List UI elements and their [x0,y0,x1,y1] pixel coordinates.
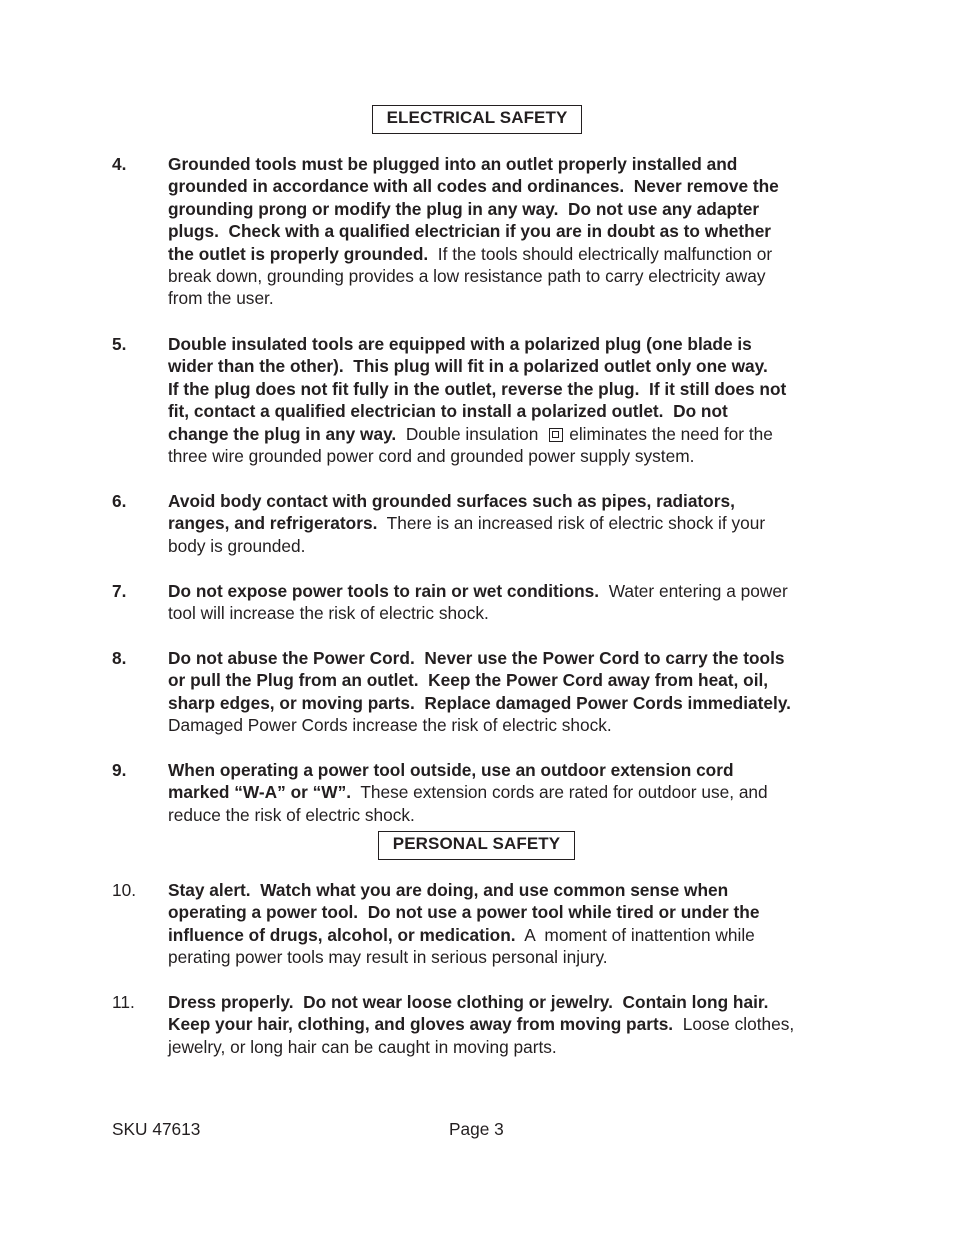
item-number: 4. [112,154,127,174]
double-insulation-icon [549,428,563,442]
normal-text: eliminates the need for the [569,423,773,444]
item-number: 11. [112,992,135,1012]
text-line [168,781,852,803]
item-number: 5. [112,334,127,354]
normal-text: Water entering a power [599,581,788,601]
normal-text: These extension cords are rated for outdoor use, and [351,782,768,803]
text-line [168,243,852,265]
text-line: operating a power tool. Do not use a power tool while tired or under the [168,902,760,923]
personal-safety-heading: PERSONAL SAFETY [378,831,575,860]
bold-text: the outlet is properly grounded. [168,243,429,264]
text-line: perating power tools may result in serious personal injury. [168,947,608,968]
text-line [168,423,852,445]
text-line: Do not abuse the Power Cord. Never use the Power Cord to carry the tools [168,648,785,668]
text-line: When operating a power tool outside, use an outdoor extension cord [168,760,734,780]
text-line: break down, grounding provides a low resistance path to carry electricity away [168,266,766,287]
item-number: 6. [112,491,127,511]
item-text [168,333,852,467]
text-line: Dress properly. Do not wear loose clothing or jewelry. Contain long hair. [168,992,769,1012]
text-line: fit, contact a qualified electrician to install a polarized outlet. Do not [168,401,728,422]
text-line: from the user. [168,288,274,309]
bold-text: change the plug in any way. [168,423,397,444]
bold-text: marked “W-A” or “W”. [168,782,352,803]
item-text [168,879,852,969]
text-line: grounded in accordance with all codes and ordinances. Never remove the [168,176,779,197]
text-line: If the plug does not fit fully in the outlet, reverse the plug. If it still does not [168,378,787,399]
text-line [168,580,852,602]
item-text [168,647,852,737]
text-line: Grounded tools must be plugged into an outlet properly installed and [168,154,738,174]
text-line: reduce the risk of electric shock. [168,804,415,825]
item-number: 8. [112,648,127,668]
text-line: tool will increase the risk of electric shock. [168,603,489,624]
bold-text: influence of drugs, alcohol, or medication. [168,924,516,945]
text-line: sharp edges, or moving parts. Replace damaged Power Cords immediately. [168,692,791,713]
text-line: jewelry, or long hair can be caught in moving parts. [168,1036,557,1057]
text-line: or pull the Plug from an outlet. Keep the Power Cord away from heat, oil, [168,670,769,691]
footer-page-number: Page 3 [449,1119,504,1139]
text-line: Double insulated tools are equipped with a polarized plug (one blade is [168,334,752,354]
text-line: three wire grounded power cord and grounded power supply system. [168,446,695,467]
bold-text: ranges, and refrigerators. [168,513,378,534]
item-text [168,991,852,1058]
normal-text: Loose clothes, [673,1014,795,1035]
item-number: 9. [112,760,127,780]
text-line [168,924,852,946]
item-text [168,153,852,310]
item-text [168,759,852,826]
item-number: 10. [112,880,137,900]
normal-text: If the tools should electrically malfunction or [428,243,773,264]
electrical-safety-heading: ELECTRICAL SAFETY [372,105,582,134]
item-number: 7. [112,581,127,601]
normal-text: A moment of inattention while [515,924,755,945]
text-line: Damaged Power Cords increase the risk of electric shock. [168,715,612,736]
text-line: plugs. Check with a qualified electrician if you are in doubt as to whether [168,221,772,242]
text-line: grounding prong or modify the plug in any way. Do not use any adapter [168,198,760,219]
text-line: wider than the other). This plug will fit in a polarized outlet only one way. [168,356,768,377]
text-line: body is grounded. [168,535,306,556]
item-text [168,580,852,625]
bold-text: Do not expose power tools to rain or wet conditions. [168,581,600,601]
footer-sku: SKU 47613 [112,1119,201,1139]
text-line [168,1013,852,1035]
bold-text: Keep your hair, clothing, and gloves away from moving parts. [168,1014,674,1035]
text-line [168,512,852,534]
normal-text: There is an increased risk of electric shock if your [377,513,766,534]
text-line: Avoid body contact with grounded surfaces such as pipes, radiators, [168,491,735,511]
normal-text: Double insulation [396,423,544,444]
item-text [168,490,852,557]
text-line: Stay alert. Watch what you are doing, and use common sense when [168,880,729,900]
